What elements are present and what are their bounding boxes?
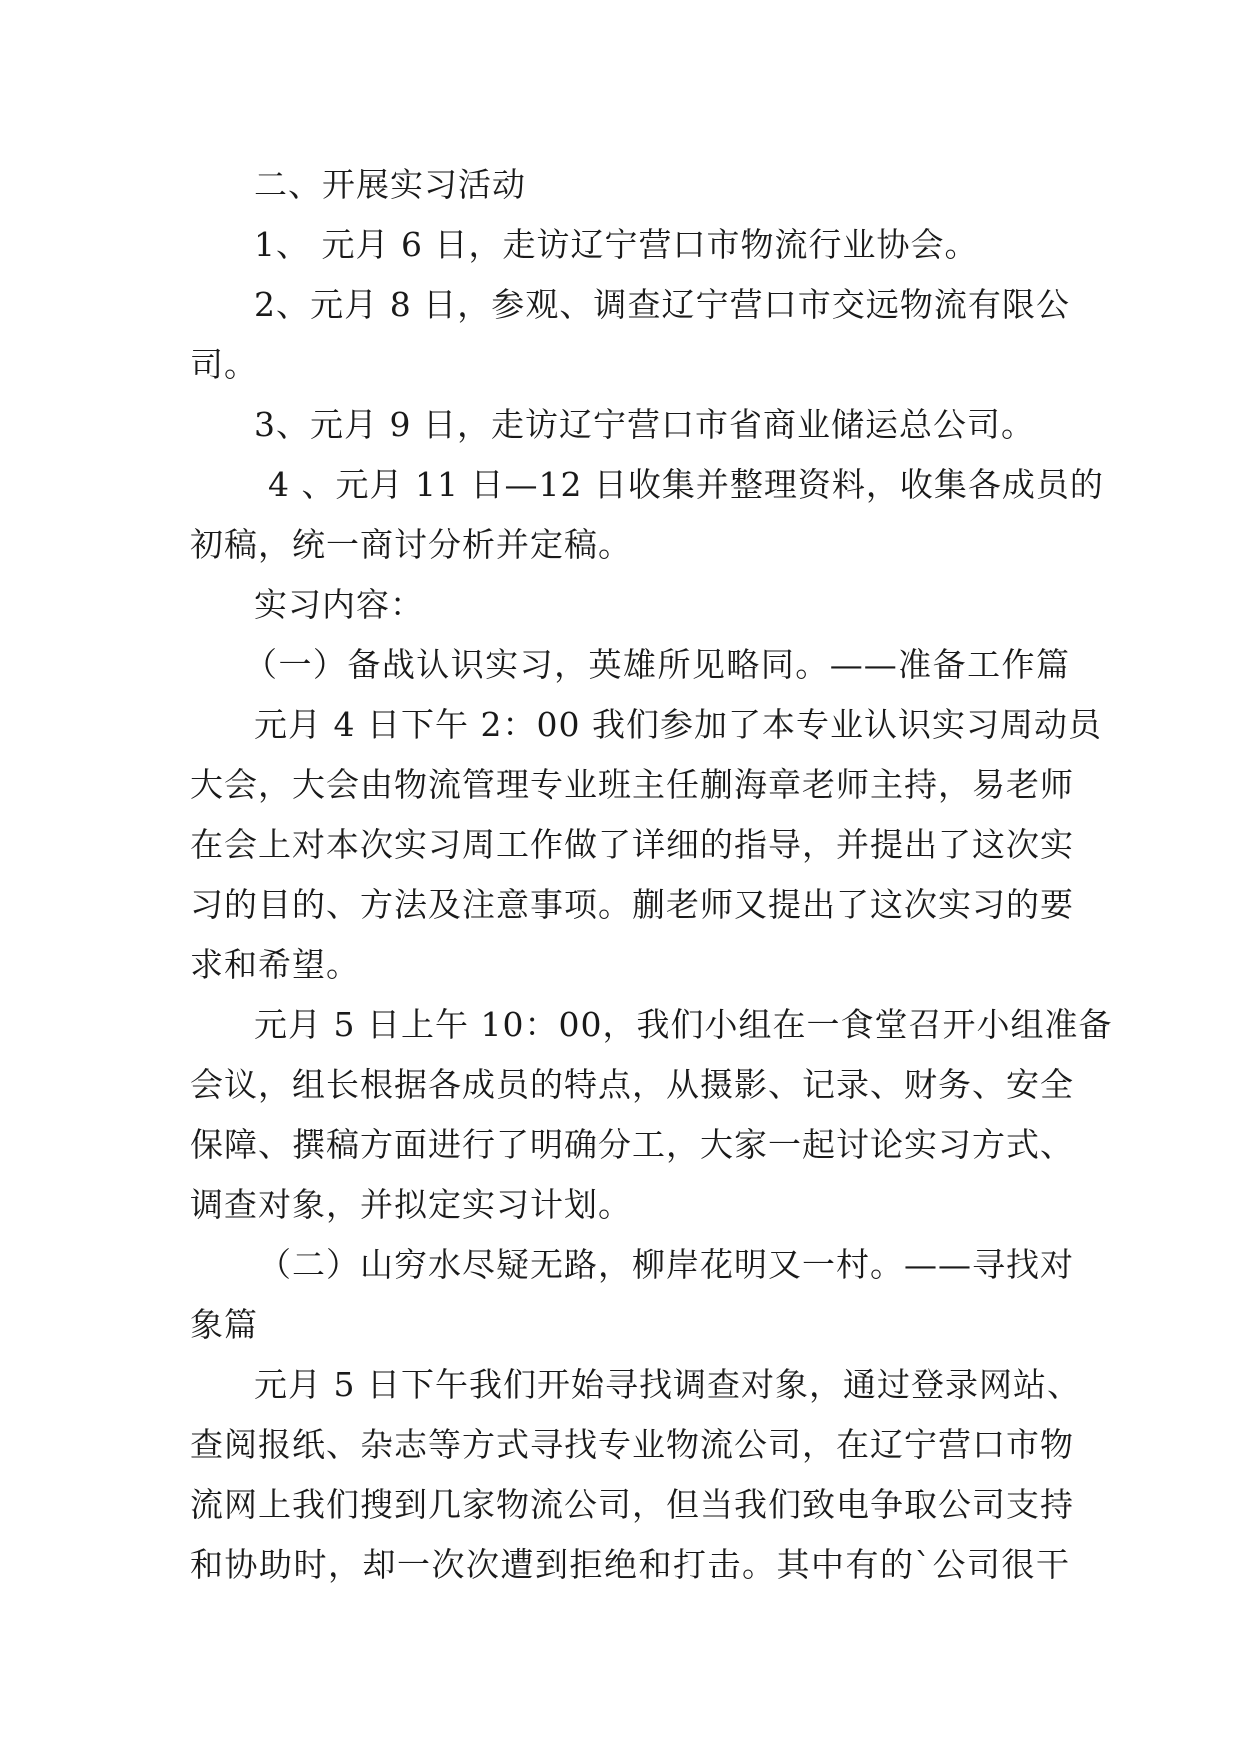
subsection-heading: （二）山穷水尽疑无路，柳岸花明又一村。——寻找对 xyxy=(258,1245,1074,1284)
text-line: 元月 4 日下午 2：00 我们参加了本专业认识实习周动员 xyxy=(254,705,1102,744)
text-line: 调查对象，并拟定实习计划。 xyxy=(190,1185,632,1224)
text-line: 1、 元月 6 日，走访辽宁营口市物流行业协会。 xyxy=(254,225,979,264)
section-heading: 实习内容： xyxy=(254,585,424,624)
text-line: 保障、撰稿方面进行了明确分工，大家一起讨论实习方式、 xyxy=(190,1125,1074,1164)
subsection-heading: （一）备战认识实习，英雄所见略同。——准备工作篇 xyxy=(244,645,1070,684)
text-line: 会议，组长根据各成员的特点，从摄影、记录、财务、安全 xyxy=(190,1065,1074,1104)
text-line: 大会，大会由物流管理专业班主任蒯海章老师主持，易老师 xyxy=(190,765,1074,804)
text-line: 3、元月 9 日，走访辽宁营口市省商业储运总公司。 xyxy=(254,405,1035,444)
text-line: 查阅报纸、杂志等方式寻找专业物流公司，在辽宁营口市物 xyxy=(190,1425,1074,1464)
text-line: 流网上我们搜到几家物流公司，但当我们致电争取公司支持 xyxy=(190,1485,1074,1524)
text-line: 和协助时，却一次次遭到拒绝和打击。其中有的`公司很干 xyxy=(190,1545,1070,1584)
text-line: 2、元月 8 日，参观、调查辽宁营口市交远物流有限公 xyxy=(254,285,1070,324)
text-line: 4 、元月 11 日—12 日收集并整理资料，收集各成员的 xyxy=(268,465,1104,504)
text-line: 初稿，统一商讨分析并定稿。 xyxy=(190,525,632,564)
text-line: 求和希望。 xyxy=(190,945,360,984)
text-line: 习的目的、方法及注意事项。蒯老师又提出了这次实习的要 xyxy=(190,885,1074,924)
text-line: 元月 5 日下午我们开始寻找调查对象，通过登录网站、 xyxy=(254,1365,1081,1404)
text-line: 司。 xyxy=(190,345,258,384)
section-heading: 二、开展实习活动 xyxy=(254,165,526,204)
text-line: 在会上对本次实习周工作做了详细的指导，并提出了这次实 xyxy=(190,825,1074,864)
text-line: 元月 5 日上午 10：00，我们小组在一食堂召开小组准备 xyxy=(254,1005,1113,1044)
text-line: 象篇 xyxy=(190,1305,258,1344)
